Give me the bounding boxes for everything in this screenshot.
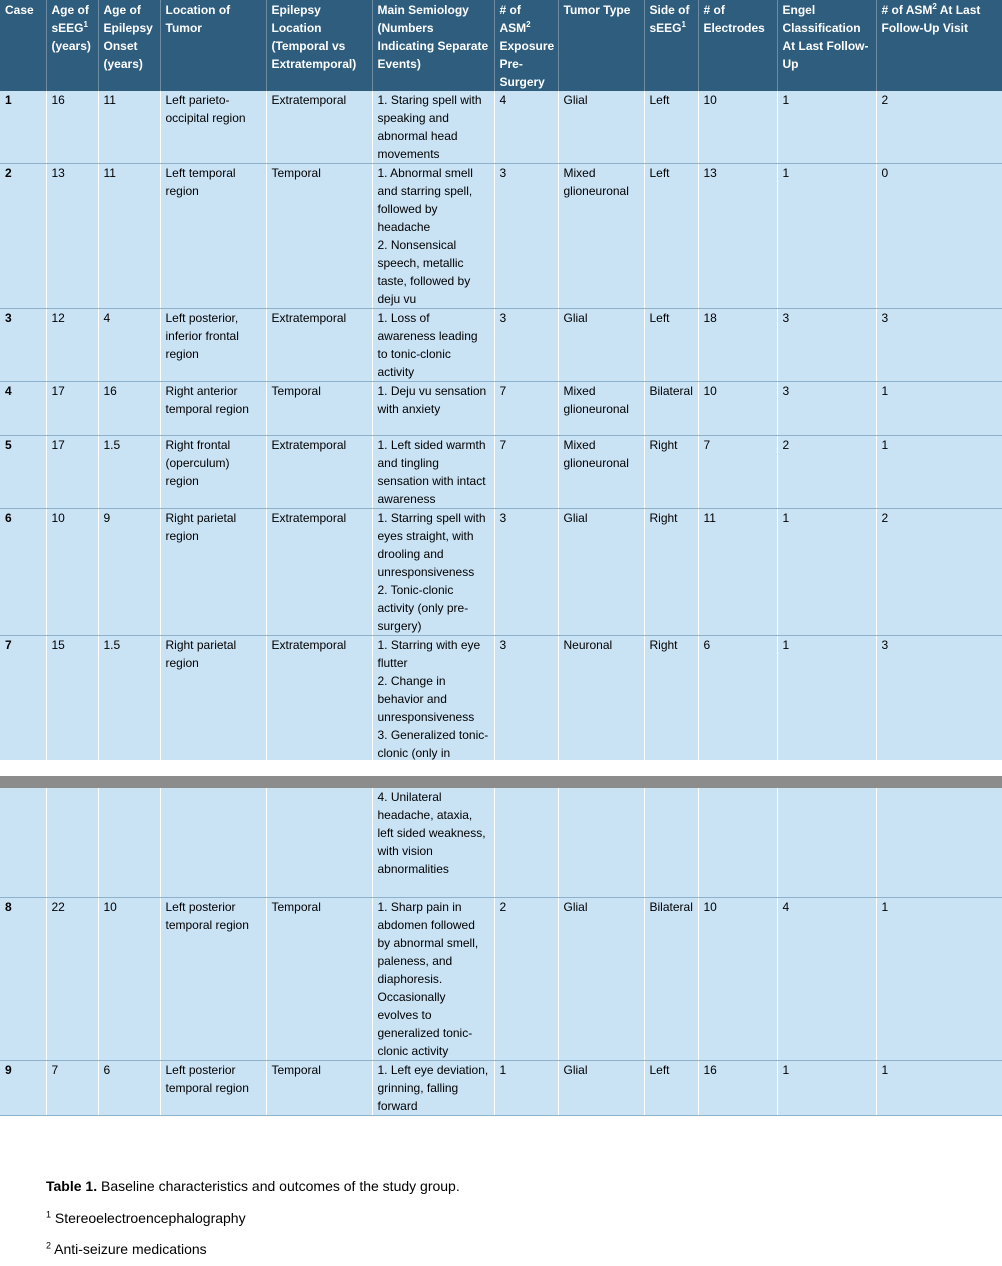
cell-engel: 3 (777, 382, 876, 436)
column-header-label: Epilepsy Location (Temporal vs Extratemporal) (271, 3, 357, 71)
cell-semiology (372, 897, 494, 1060)
cell-asm-pre: 7 (494, 436, 558, 509)
cell-engel: 1 (777, 164, 876, 309)
cell-epilepsy-location: Extratemporal (266, 436, 372, 509)
cell-location: Right parietal region (160, 509, 266, 636)
column-header-label: # of Electrodes (703, 3, 765, 35)
column-header-label: Tumor Type (563, 3, 631, 17)
footnote-mark: 1 (681, 20, 686, 29)
cell-asm-last: 0 (876, 164, 1002, 309)
table-row (0, 788, 1002, 897)
cell-epilepsy-location: Extratemporal (266, 509, 372, 636)
semiology-event: 1. Deju vu sensation with anxiety (377, 384, 487, 416)
cell-age-seeg (46, 788, 98, 897)
footnote-mark: 2 (526, 20, 531, 29)
cell-case: 9 (0, 1060, 46, 1115)
semiology-event: 4. Unilateral headache, ataxia, left sided weakness, with vision abnormalities (377, 790, 486, 876)
cell-side: Left (644, 309, 698, 382)
cell-epilepsy-location: Temporal (266, 164, 372, 309)
cell-age-onset: 6 (98, 1060, 160, 1115)
cell-age-seeg: 22 (46, 897, 98, 1060)
cell-asm-last: 3 (876, 309, 1002, 382)
column-header-label: # of ASM (499, 3, 527, 35)
cell-electrodes: 10 (698, 382, 777, 436)
column-header (876, 0, 1002, 91)
semiology-event: 2. Nonsensical speech, metallic taste, followed by deju vu (377, 238, 471, 306)
cell-tumor-type: Glial (558, 1060, 644, 1115)
cell-side: Right (644, 436, 698, 509)
column-header (160, 0, 266, 91)
cell-asm-last (876, 788, 1002, 897)
cell-location: Left posterior, inferior frontal region (160, 309, 266, 382)
cell-side: Left (644, 1060, 698, 1115)
cell-engel: 1 (777, 509, 876, 636)
cell-case: 8 (0, 897, 46, 1060)
cell-electrodes: 11 (698, 509, 777, 636)
column-header-label: Engel Classification At Last Follow-Up (782, 3, 869, 71)
cell-tumor-type: Mixed glioneuronal (558, 164, 644, 309)
cell-engel: 4 (777, 897, 876, 1060)
cell-electrodes: 10 (698, 897, 777, 1060)
cell-tumor-type: Glial (558, 91, 644, 164)
cell-semiology (372, 509, 494, 636)
column-header-label: # of ASM (881, 3, 933, 17)
cell-semiology (372, 1060, 494, 1115)
table-row (0, 509, 1002, 636)
column-header-label: Age of Epilepsy Onset (years) (103, 3, 153, 71)
cell-electrodes: 6 (698, 636, 777, 781)
semiology-event: 1. Staring spell with speaking and abnormal head movements (377, 93, 482, 161)
cell-case: 2 (0, 164, 46, 309)
cell-asm-pre (494, 788, 558, 897)
column-header (0, 0, 46, 91)
cell-location (160, 788, 266, 897)
footnote-mark: 1 (83, 20, 88, 29)
cell-side (644, 788, 698, 897)
cell-age-seeg: 16 (46, 91, 98, 164)
column-header (494, 0, 558, 91)
cell-case: 7 (0, 636, 46, 781)
cell-tumor-type: Mixed glioneuronal (558, 436, 644, 509)
cell-age-onset: 4 (98, 309, 160, 382)
semiology-event: 2. Change in behavior and unresponsiveness (377, 674, 475, 724)
column-header (777, 0, 876, 91)
column-header (266, 0, 372, 91)
table-row (0, 309, 1002, 382)
cell-age-onset: 11 (98, 164, 160, 309)
cell-location: Right parietal region (160, 636, 266, 781)
cell-asm-last: 3 (876, 636, 1002, 781)
cell-engel: 2 (777, 436, 876, 509)
cell-asm-last: 2 (876, 509, 1002, 636)
data-table-page-2 (0, 788, 1002, 1116)
column-header (46, 0, 98, 91)
column-header (644, 0, 698, 91)
cell-side: Bilateral (644, 897, 698, 1060)
semiology-event: 3. Generalized tonic-clonic (only in (377, 728, 489, 760)
cell-semiology (372, 788, 494, 897)
cell-asm-last: 1 (876, 1060, 1002, 1115)
footnote-mark: 1 (46, 1209, 52, 1220)
footnote-2 (46, 1241, 207, 1257)
cell-side: Right (644, 636, 698, 781)
cell-age-onset: 1.5 (98, 636, 160, 781)
column-header-label: Case (5, 3, 34, 17)
column-header-label: Main Semiology (Numbers Indicating Separate Events) (377, 3, 489, 71)
cell-engel (777, 788, 876, 897)
cell-tumor-type: Glial (558, 309, 644, 382)
column-header-label-suffix: Exposure Pre-Surgery (499, 39, 555, 89)
footnote-text: Stereoelectroencephalography (54, 1210, 246, 1226)
cell-semiology (372, 164, 494, 309)
column-header (98, 0, 160, 91)
column-header (558, 0, 644, 91)
cell-epilepsy-location (266, 788, 372, 897)
page-gap (0, 760, 1002, 776)
table-row (0, 897, 1002, 1060)
cell-age-onset: 10 (98, 897, 160, 1060)
footnote-1 (46, 1210, 246, 1226)
cell-epilepsy-location: Extratemporal (266, 91, 372, 164)
cell-electrodes: 10 (698, 91, 777, 164)
column-header-label-suffix: At Last Follow-Up Visit (881, 3, 981, 35)
cell-engel: 1 (777, 1060, 876, 1115)
table-row (0, 436, 1002, 509)
table-row (0, 91, 1002, 164)
cell-case: 4 (0, 382, 46, 436)
column-header-label: Age of sEEG (51, 3, 89, 35)
cell-semiology (372, 636, 494, 781)
cell-age-seeg: 17 (46, 382, 98, 436)
cell-epilepsy-location: Extratemporal (266, 636, 372, 781)
cell-asm-pre: 4 (494, 91, 558, 164)
cell-asm-pre: 3 (494, 164, 558, 309)
cell-electrodes: 16 (698, 1060, 777, 1115)
cell-epilepsy-location: Temporal (266, 1060, 372, 1115)
cell-case: 6 (0, 509, 46, 636)
cell-asm-pre: 3 (494, 636, 558, 781)
cell-side: Right (644, 509, 698, 636)
column-header (372, 0, 494, 91)
cell-asm-pre: 1 (494, 1060, 558, 1115)
cell-engel: 3 (777, 309, 876, 382)
cell-side: Left (644, 164, 698, 309)
cell-age-seeg: 15 (46, 636, 98, 781)
cell-age-seeg: 17 (46, 436, 98, 509)
cell-electrodes: 13 (698, 164, 777, 309)
cell-asm-pre: 7 (494, 382, 558, 436)
footnote-mark: 2 (932, 2, 937, 11)
semiology-event: 1. Starring with eye flutter (377, 638, 481, 670)
cell-engel: 1 (777, 91, 876, 164)
cell-asm-last: 2 (876, 91, 1002, 164)
cell-age-seeg: 10 (46, 509, 98, 636)
cell-epilepsy-location: Temporal (266, 382, 372, 436)
table-row (0, 382, 1002, 436)
cell-semiology (372, 382, 494, 436)
cell-age-onset: 1.5 (98, 436, 160, 509)
column-header-label: Side of sEEG (649, 3, 690, 35)
cell-electrodes: 18 (698, 309, 777, 382)
cell-tumor-type: Glial (558, 509, 644, 636)
table-row (0, 164, 1002, 309)
column-header (698, 0, 777, 91)
cell-semiology (372, 91, 494, 164)
semiology-event: 1. Left eye deviation, grinning, falling forward (377, 1062, 489, 1113)
cell-age-onset: 9 (98, 509, 160, 636)
cell-side: Left (644, 91, 698, 164)
cell-electrodes: 7 (698, 436, 777, 509)
column-header-label-suffix: (years) (51, 39, 91, 53)
cell-age-seeg: 7 (46, 1060, 98, 1115)
semiology-event: 1. Starring spell with eyes straight, with drooling and unresponsiveness (377, 511, 486, 579)
cell-epilepsy-location: Extratemporal (266, 309, 372, 382)
cell-asm-last: 1 (876, 436, 1002, 509)
table-header-row (0, 0, 1002, 91)
cell-asm-pre: 2 (494, 897, 558, 1060)
column-header-label: Location of Tumor (165, 3, 231, 35)
cell-asm-pre: 3 (494, 309, 558, 382)
cell-age-seeg: 13 (46, 164, 98, 309)
cell-location: Left temporal region (160, 164, 266, 309)
semiology-event: 1. Loss of awareness leading to tonic-clonic activity (377, 311, 478, 379)
table-row (0, 636, 1002, 781)
cell-tumor-type: Glial (558, 897, 644, 1060)
footnote-mark: 2 (46, 1240, 52, 1251)
footnote-text: Anti-seizure medications (54, 1241, 207, 1257)
cell-age-seeg: 12 (46, 309, 98, 382)
cell-electrodes (698, 788, 777, 897)
page-break-bar (0, 776, 1002, 788)
cell-semiology (372, 309, 494, 382)
cell-side: Bilateral (644, 382, 698, 436)
cell-location: Right anterior temporal region (160, 382, 266, 436)
cell-location: Left posterior temporal region (160, 897, 266, 1060)
cell-tumor-type: Neuronal (558, 636, 644, 781)
table-row (0, 1060, 1002, 1115)
cell-age-onset (98, 788, 160, 897)
cell-case: 1 (0, 91, 46, 164)
cell-epilepsy-location: Temporal (266, 897, 372, 1060)
cell-case: 3 (0, 309, 46, 382)
cell-tumor-type (558, 788, 644, 897)
table-caption (46, 1178, 460, 1194)
cell-tumor-type: Mixed glioneuronal (558, 382, 644, 436)
cell-engel: 1 (777, 636, 876, 781)
semiology-event: 1. Abnormal smell and starring spell, followed by headache (377, 166, 473, 234)
cell-location: Left parieto-occipital region (160, 91, 266, 164)
cell-asm-last: 1 (876, 382, 1002, 436)
cell-age-onset: 16 (98, 382, 160, 436)
cell-asm-last: 1 (876, 897, 1002, 1060)
semiology-event: 1. Left sided warmth and tingling sensation with intact awareness (377, 438, 486, 506)
caption-text: Baseline characteristics and outcomes of the study group. (97, 1178, 460, 1194)
cell-case: 5 (0, 436, 46, 509)
semiology-event: 2. Tonic-clonic activity (only pre-surgery) (377, 583, 469, 633)
cell-asm-pre: 3 (494, 509, 558, 636)
cell-location: Left posterior temporal region (160, 1060, 266, 1115)
cell-case (0, 788, 46, 897)
cell-age-onset: 11 (98, 91, 160, 164)
cell-semiology (372, 436, 494, 509)
semiology-event: 1. Sharp pain in abdomen followed by abnormal smell, paleness, and diaphoresis. Occasionally evolves to generalized tonic-clonic activity (377, 899, 479, 1058)
caption-label: Table 1. (46, 1178, 98, 1194)
cell-location: Right frontal (operculum) region (160, 436, 266, 509)
